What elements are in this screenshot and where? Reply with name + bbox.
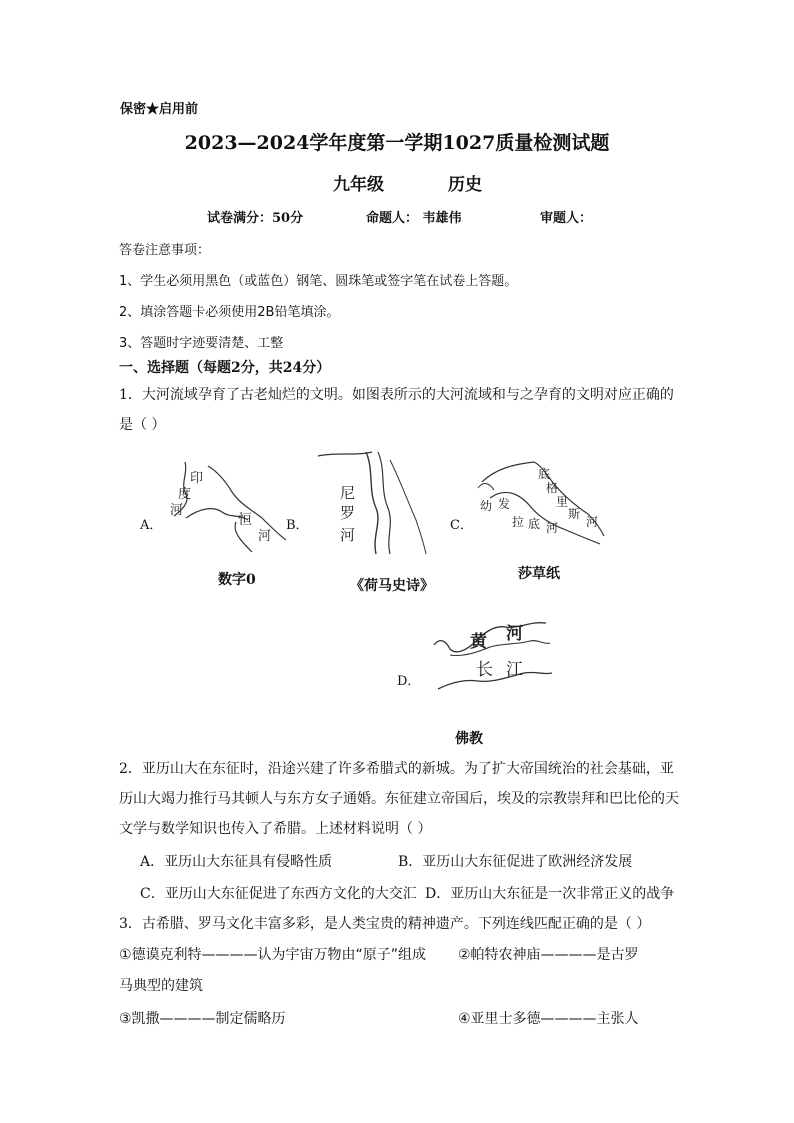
- map-label-ge: 格: [546, 481, 559, 495]
- question-1-text: 是（ ）: [119, 417, 166, 433]
- option-a-caption: 数字0: [218, 572, 256, 588]
- option-d-map: [432, 615, 556, 697]
- option-d-caption: 佛教: [455, 731, 483, 747]
- map-label-he2: 河: [258, 529, 272, 544]
- notes-heading: 答卷注意事项：: [119, 243, 211, 258]
- option-b-caption: 《荷马史诗》: [350, 578, 434, 594]
- question-3-item-2: ②帕特农神庙————是古罗: [458, 947, 639, 963]
- question-2-option-c: C．亚历山大东征促进了东西方文化的大交汇: [140, 886, 417, 902]
- note-item: 2、填涂答题卡必须使用2B铅笔填涂。: [119, 305, 340, 320]
- option-b-map: [316, 450, 428, 558]
- map-label-di2: 底: [528, 517, 541, 531]
- question-3-text: 3．古希腊、罗马文化丰富多彩，是人类宝贵的精神遗产。下列连线匹配正确的是（ ）: [119, 916, 651, 932]
- map-label-ni: 尼: [340, 484, 356, 502]
- question-3-item-3: ③凯撒————制定儒略历: [119, 1011, 286, 1027]
- map-label-la: 拉: [512, 515, 525, 529]
- reviewer-info: 审题人：: [540, 211, 593, 226]
- note-item: 3、答题时字迹要清楚、工整: [119, 336, 284, 351]
- question-3-item-2-cont: 马典型的建筑: [119, 978, 203, 994]
- question-2-option-b: B．亚历山大东征促进了欧洲经济发展: [398, 854, 633, 870]
- option-c-map: [476, 458, 606, 550]
- option-a-map: [160, 460, 290, 558]
- exam-title: 2023—2024学年度第一学期1027质量检测试题: [184, 132, 610, 154]
- map-label-li: 里: [556, 495, 569, 509]
- option-c-letter: C．: [450, 518, 473, 533]
- map-label-luo: 罗: [340, 504, 356, 522]
- question-2-text: 2．亚历山大在东征时，沿途兴建了许多希腊式的新城。为了扩大帝国统治的社会基础，亚: [119, 761, 674, 777]
- map-label-yin: 印: [190, 471, 204, 486]
- map-label-he6: 河: [506, 624, 523, 644]
- grade-label: 九年级: [333, 175, 384, 195]
- question-2-option-d: D．亚历山大东征是一次非常正义的战争: [425, 886, 675, 902]
- option-a-letter: A．: [140, 518, 163, 533]
- option-c-caption: 莎草纸: [518, 566, 560, 582]
- map-label-si: 斯: [568, 507, 581, 521]
- question-3-item-4: ④亚里士多德————主张人: [458, 1011, 639, 1027]
- map-label-he4: 河: [586, 515, 599, 529]
- map-label-chang: 长: [476, 660, 493, 680]
- map-label-heng: 恒: [238, 512, 252, 528]
- question-2-option-a: A．亚历山大东征具有侵略性质: [140, 854, 333, 870]
- note-item: 1、学生必须用黑色（或蓝色）钢笔、圆珠笔或签字笔在试卷上答题。: [119, 274, 518, 289]
- question-1-text: 1．大河流域孕育了古老灿烂的文明。如图表所示的大河流域和与之孕育的文明对应正确的: [119, 387, 674, 403]
- map-label-he5: 河: [546, 521, 559, 535]
- map-label-jiang: 江: [506, 660, 523, 680]
- map-label-he3: 河: [340, 526, 356, 544]
- option-d-letter: D．: [397, 674, 421, 689]
- map-label-di: 底: [538, 467, 551, 481]
- score-info: 试卷满分：50分: [207, 211, 304, 226]
- question-3-item-1: ①德谟克利特————认为宇宙万物由“原子”组成: [119, 947, 427, 963]
- confidential-label: 保密★启用前: [120, 102, 199, 117]
- question-2-text: 文学与数学知识也传入了希腊。上述材料说明（ ）: [119, 821, 432, 837]
- question-2-text: 历山大竭力推行马其顿人与东方女子通婚。东征建立帝国后，埃及的宗教崇拜和巴比伦的天: [119, 791, 679, 807]
- map-label-huang: 黄: [470, 632, 487, 652]
- map-label-you: 幼: [480, 499, 493, 513]
- map-label-fa: 发: [498, 497, 511, 511]
- map-label-he: 河: [170, 503, 184, 518]
- option-b-letter: B．: [286, 518, 309, 533]
- section-heading: 一、选择题（每题2分，共24分）: [119, 360, 331, 376]
- map-label-du: 度: [178, 487, 192, 502]
- subject-label: 历史: [448, 175, 482, 195]
- author-info: 命题人： 韦雄伟: [366, 211, 462, 226]
